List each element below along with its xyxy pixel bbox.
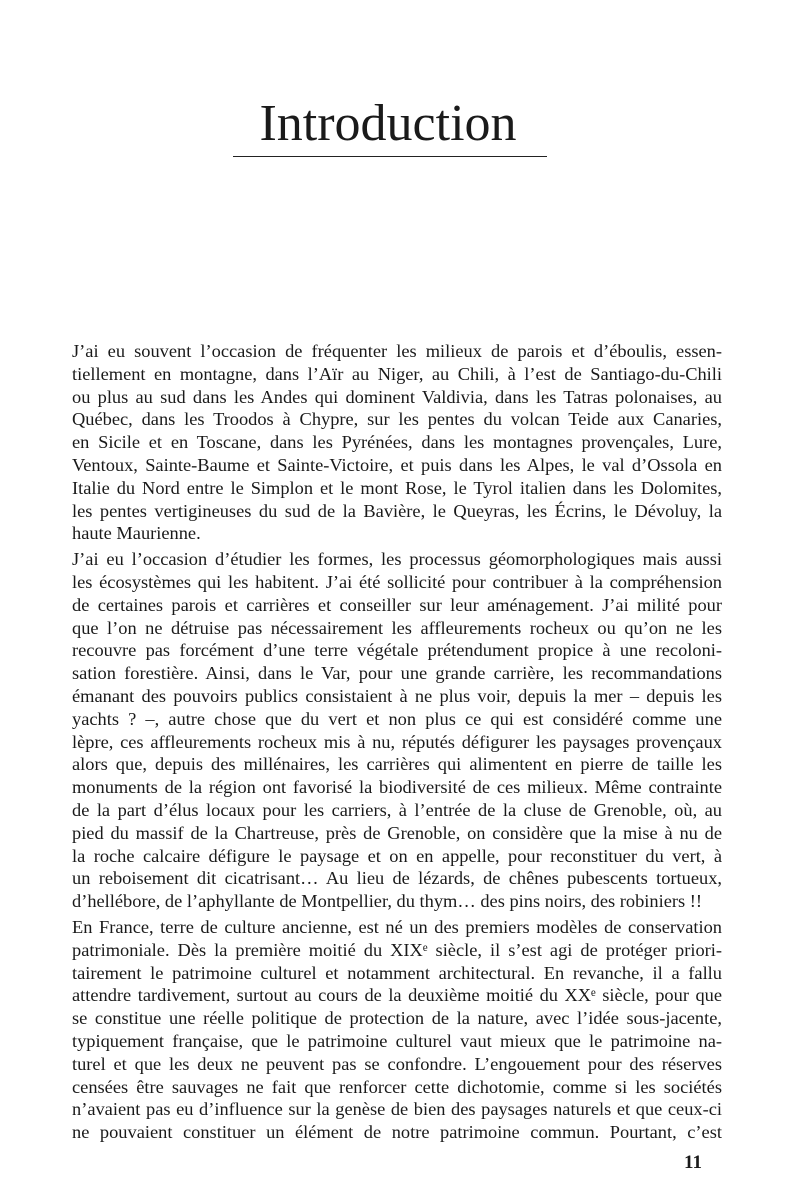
- text-line: tairement le patrimoine culturel et notamment architectural. En revanche, il a fallu: [72, 962, 722, 983]
- text-line: de la part d’élus locaux pour les carriers, à l’entrée de la cluse de Grenoble, où, au: [72, 799, 722, 820]
- text-line: en Sicile et en Toscane, dans les Pyrénées, dans les montagnes provençales, Lure,: [72, 432, 722, 453]
- text-line: attendre tardivement, surtout au cours de la deuxième moitié du XXᵉ siècle, pour que: [72, 985, 722, 1006]
- text-line: sation forestière. Ainsi, dans le Var, pour une grande carrière, les recommandations: [72, 663, 722, 684]
- text-line: typiquement française, que le patrimoine culturel vaut mieux que le patrimoine na-: [72, 1030, 722, 1051]
- text-line: haute Maurienne.: [72, 523, 201, 544]
- text-line: que l’on ne détruise pas nécessairement les affleurements rocheux ou qu’on ne les: [72, 617, 722, 638]
- text-line: J’ai eu souvent l’occasion de fréquenter les milieux de parois et d’éboulis, essen-: [72, 341, 722, 361]
- text-line: tiellement en montagne, dans l’Aïr au Niger, au Chili, à l’est de Santiago-du-Chili: [72, 363, 722, 384]
- text-line: pied du massif de la Chartreuse, près de Grenoble, on considère que la mise à nu de: [72, 822, 722, 843]
- text-line: ne pouvaient constituer un élément de notre patrimoine commun. Pourtant, c’est: [72, 1122, 722, 1143]
- text-line: n’avaient pas eu d’influence sur la genèse de bien des paysages naturels et que ceux-ci: [72, 1099, 722, 1120]
- text-line: yachts ? –, autre chose que du vert et non plus ce qui est considéré comme une: [72, 708, 722, 729]
- text-line: En France, terre de culture ancienne, est né un des premiers modèles de conservation: [72, 916, 722, 937]
- chapter-title: Introduction: [259, 95, 517, 152]
- body-text: [72, 340, 722, 1147]
- text-line: Italie du Nord entre le Simplon et le mont Rose, le Tyrol italien dans les Dolomites,: [72, 477, 722, 498]
- text-line: un reboisement dit cicatrisant… Au lieu de lézards, de chênes pubescents tortueux,: [72, 868, 722, 889]
- text-line: ou plus au sud dans les Andes qui dominent Valdivia, dans les Tatras polonaises, au: [72, 386, 722, 407]
- text-line: se constitue une réelle politique de protection de la nature, avec l’idée sous-jacente,: [72, 1008, 722, 1029]
- paragraph: [72, 916, 722, 1144]
- page-number: 11: [684, 1152, 702, 1173]
- title-underline: [233, 156, 547, 157]
- text-line: turel et que les deux ne peuvent pas se confondre. L’engouement pour des réserves: [72, 1053, 722, 1074]
- text-line: les écosystèmes qui les habitent. J’ai été sollicité pour contribuer à la compréhension: [72, 571, 722, 592]
- text-line: Québec, dans les Troodos à Chypre, sur les pentes du volcan Teide aux Canaries,: [72, 409, 722, 430]
- text-line: J’ai eu l’occasion d’étudier les formes, les processus géomorphologiques mais aussi: [72, 549, 722, 570]
- paragraph: [72, 548, 722, 913]
- paragraph: [72, 340, 722, 545]
- text-line: la roche calcaire défigure le paysage et on en appelle, pour reconstituer du vert, à: [72, 845, 722, 866]
- text-line: émanant des pouvoirs publics consistaient à ne plus voir, depuis la mer – depuis les: [72, 685, 722, 706]
- text-line: les pentes vertigineuses du sud de la Bavière, le Queyras, les Écrins, le Dévoluy, la: [72, 500, 722, 521]
- text-line: de certaines parois et carrières et conseiller sur leur aménagement. J’ai milité pour: [72, 594, 722, 615]
- text-line: lèpre, ces affleurements rocheux mis à nu, réputés défigurer les paysages provençaux: [72, 731, 722, 752]
- text-line: alors que, depuis des millénaires, les carrières qui alimentent en pierre de taille les: [72, 754, 722, 775]
- text-line: monuments de la région ont favorisé la biodiversité de ces milieux. Même contrainte: [72, 777, 722, 798]
- text-line: censées être sauvages ne fait que renforcer cette dichotomie, comme si les sociétés: [72, 1076, 722, 1097]
- text-line: recouvre pas forcément d’une terre végétale prétendument propice à une recoloni-: [72, 640, 722, 661]
- text-line: d’hellébore, de l’aphyllante de Montpellier, du thym… des pins noirs, des robiniers !!: [72, 891, 703, 912]
- text-line: Ventoux, Sainte-Baume et Sainte-Victoire, et puis dans les Alpes, le val d’Ossola en: [72, 454, 722, 475]
- text-line: patrimoniale. Dès la première moitié du XIXᵉ siècle, il s’est agi de protéger priori-: [72, 939, 722, 960]
